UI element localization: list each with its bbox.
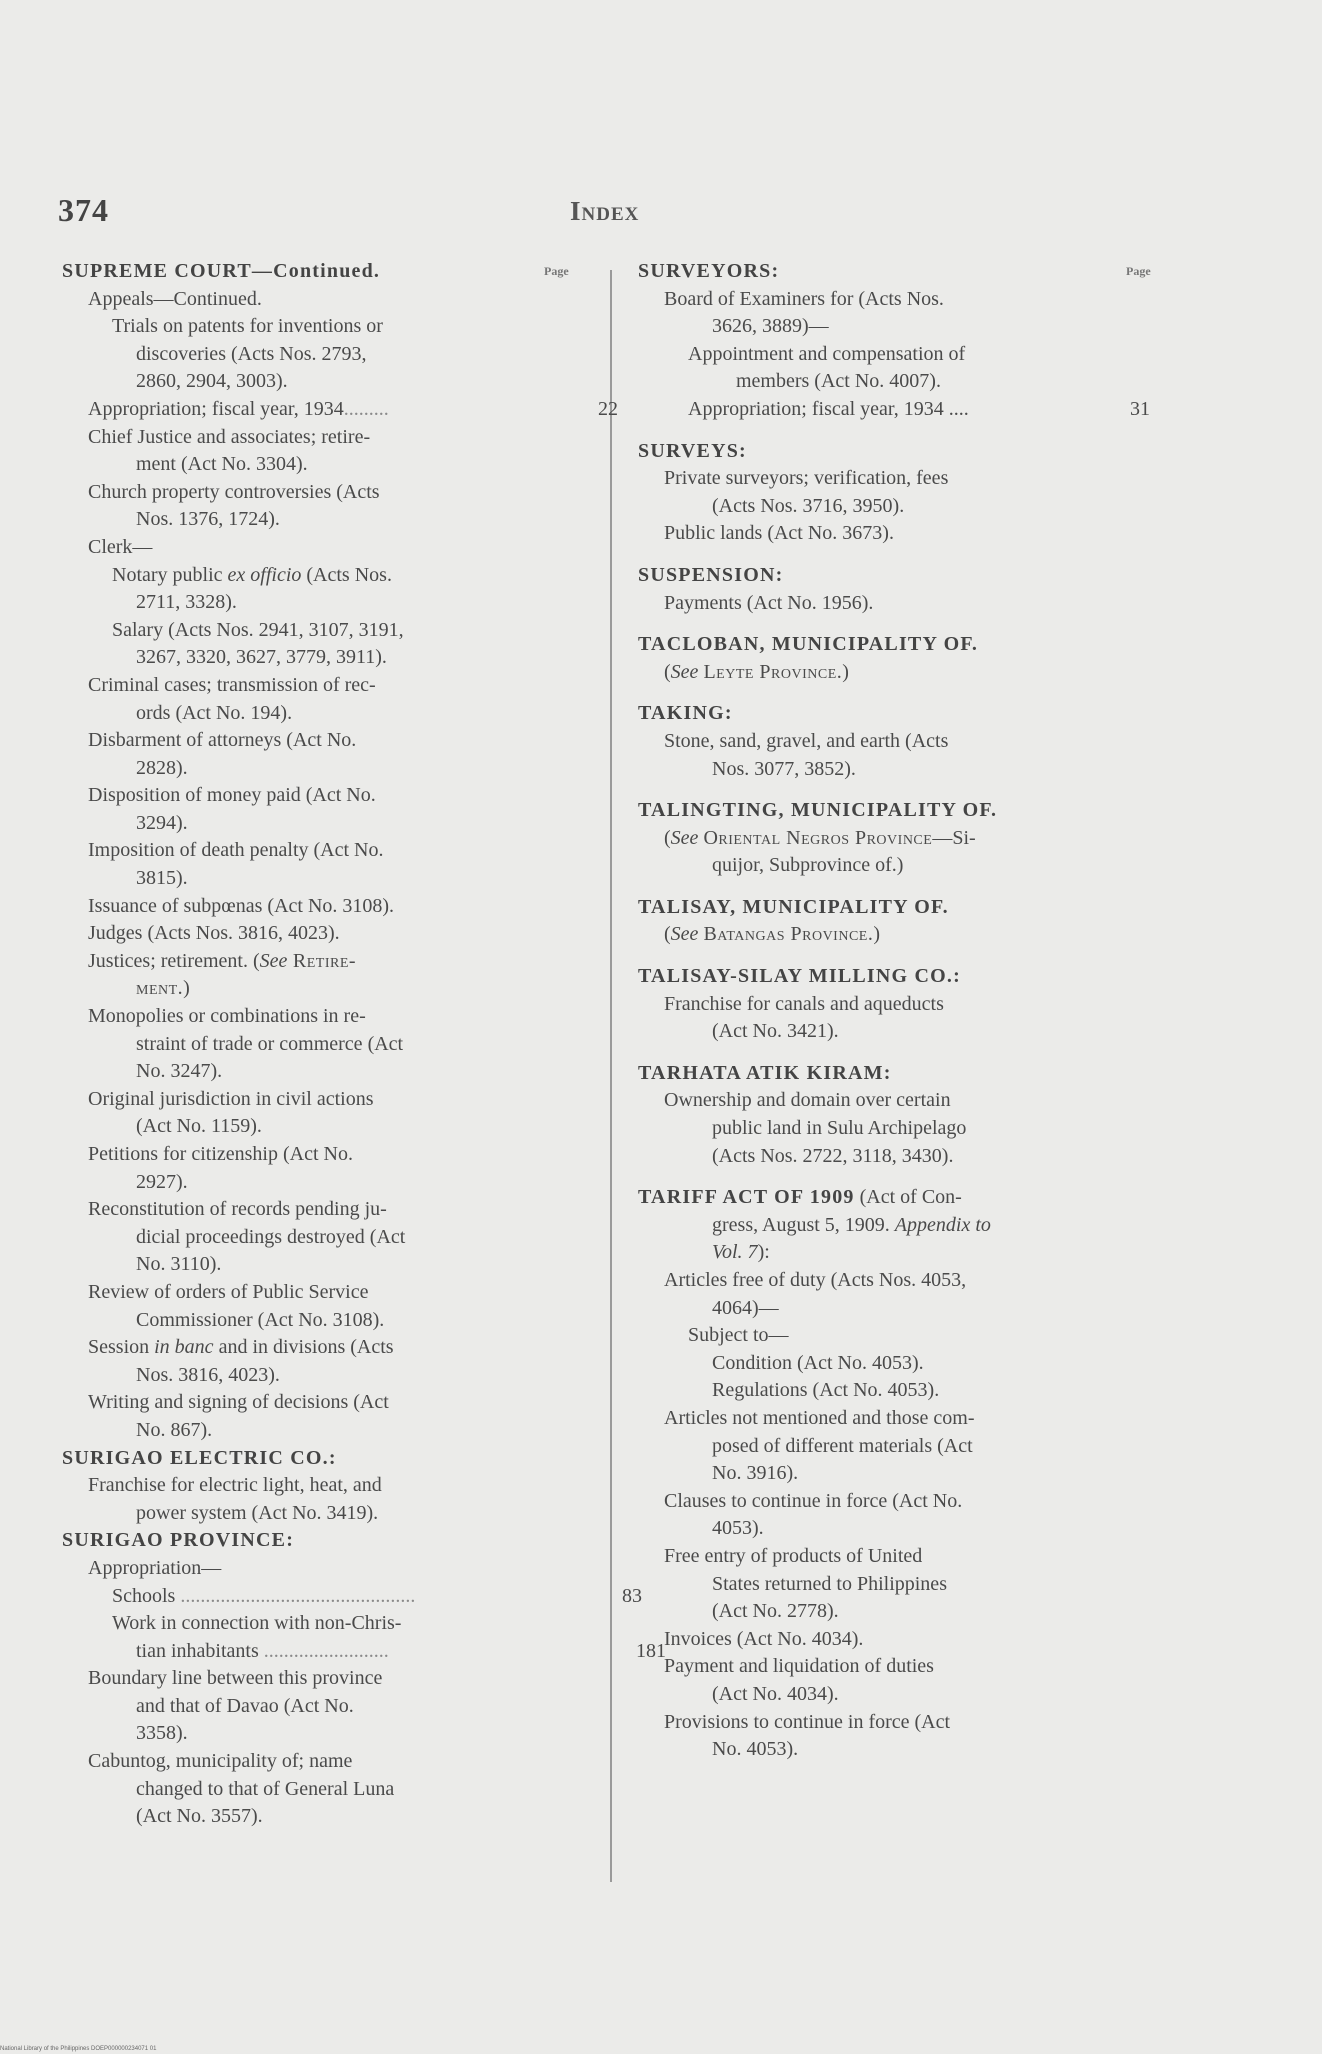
- index-line: Nos. 1376, 1724).: [136, 508, 280, 531]
- index-line: Commissioner (Act No. 3108).: [136, 1308, 385, 1331]
- entry-heading: SURVEYS:: [638, 439, 747, 462]
- index-line: [62, 948, 618, 976]
- index-line: Invoices (Act No. 4034).: [664, 1627, 864, 1650]
- page-ref: 31: [1130, 397, 1150, 420]
- index-line: Church property controversies (Acts: [88, 480, 380, 503]
- index-line: [62, 1334, 618, 1362]
- entry-heading: [638, 1184, 1100, 1212]
- running-head: Index: [570, 196, 640, 226]
- entry-heading: TALINGTING, MUNICIPALITY OF.: [638, 799, 998, 822]
- index-line: Free entry of products of United: [664, 1544, 923, 1567]
- scan-footer: National Library of the Philippines DOEP000000234071 01: [0, 2046, 157, 2052]
- index-line: [62, 562, 642, 590]
- index-line: Private surveyors; verification, fees: [664, 467, 949, 490]
- index-line: Trials on patents for inventions or: [112, 315, 383, 338]
- index-line: Nos. 3816, 4023).: [136, 1363, 280, 1386]
- page-ref: 83: [622, 1584, 642, 1607]
- index-text: gress, August 5, 1909.: [712, 1213, 895, 1236]
- index-text: Schools: [112, 1584, 176, 1607]
- index-text: and in divisions (Acts: [213, 1336, 394, 1359]
- index-italic: ex officio: [227, 563, 302, 586]
- index-smallcaps: Batangas Province.: [703, 923, 874, 946]
- page-label-right: Page: [1126, 264, 1151, 278]
- index-line: Disposition of money paid (Act No.: [88, 784, 376, 807]
- index-line-with-page: [62, 1638, 666, 1666]
- leader-dots: .........: [343, 397, 389, 420]
- index-text: (Act of Con-: [854, 1186, 962, 1209]
- entry-heading: SURVEYORS:: [638, 260, 780, 282]
- index-line: quijor, Subprovince of.): [712, 854, 904, 877]
- index-line: Review of orders of Public Service: [88, 1280, 369, 1303]
- entry-heading: TACLOBAN, MUNICIPALITY OF.: [638, 633, 979, 656]
- index-line: Clerk—: [88, 535, 153, 558]
- index-line: Ownership and domain over certain: [664, 1089, 951, 1112]
- index-line: Articles not mentioned and those com-: [664, 1406, 975, 1429]
- entry-heading: SURIGAO ELECTRIC CO.:: [62, 1446, 337, 1469]
- index-line: Issuance of subpœnas (Act No. 3108).: [88, 894, 395, 917]
- index-line: 2711, 3328).: [136, 591, 237, 614]
- index-line: Chief Justice and associates; retire-: [88, 425, 371, 448]
- index-line: Reconstitution of records pending ju-: [88, 1198, 387, 1221]
- left-column: [62, 258, 666, 1831]
- page-label-left: Page: [544, 264, 569, 278]
- index-italic: Appendix to: [894, 1213, 991, 1236]
- index-line: 3267, 3320, 3627, 3779, 3911).: [136, 646, 387, 669]
- index-line: Regulations (Act No. 4053).: [712, 1379, 940, 1402]
- index-line-with-page: [638, 396, 1150, 424]
- entry-heading: SUSPENSION:: [638, 563, 784, 586]
- entry-heading-text: TARIFF ACT OF 1909: [638, 1186, 855, 1209]
- index-line: Appeals—Continued.: [88, 287, 262, 310]
- index-line: 3626, 3889)—: [712, 315, 829, 338]
- index-text: Notary public: [112, 563, 228, 586]
- entry-heading: TAKING:: [638, 702, 733, 725]
- index-line: Criminal cases; transmission of rec-: [88, 673, 376, 696]
- index-smallcaps: Oriental Negros Province: [703, 826, 933, 849]
- index-line: Franchise for electric light, heat, and: [88, 1474, 382, 1497]
- index-line: public land in Sulu Archipelago: [712, 1117, 967, 1140]
- index-line: 2927).: [136, 1170, 188, 1193]
- index-italic: See: [670, 923, 699, 946]
- index-line: [638, 1239, 1174, 1267]
- index-line: (Act No. 2778).: [712, 1600, 839, 1623]
- index-line: [638, 1212, 1174, 1240]
- index-line: (See Oriental Negros Province—Si-: [664, 826, 976, 849]
- index-line: (Acts Nos. 2722, 3118, 3430).: [712, 1144, 954, 1167]
- index-text: Appropriation; fiscal year, 1934 ....: [688, 397, 969, 420]
- leader-dots: .........................: [263, 1639, 389, 1662]
- index-text: tian inhabitants: [136, 1639, 259, 1662]
- index-line: Writing and signing of decisions (Act: [88, 1391, 389, 1414]
- index-line: Cabuntog, municipality of; name: [88, 1750, 353, 1773]
- index-line: 2828).: [136, 756, 188, 779]
- index-text: Appropriation; fiscal year, 1934: [88, 397, 344, 420]
- index-line: (See Batangas Province.): [664, 923, 881, 946]
- index-line: (Acts Nos. 3716, 3950).: [712, 494, 905, 517]
- index-italic: Vol. 7: [712, 1241, 758, 1264]
- index-smallcaps: Retire-: [287, 949, 357, 972]
- index-line: ment.): [136, 977, 191, 1000]
- index-line: Original jurisdiction in civil actions: [88, 1087, 374, 1110]
- index-italic: See: [259, 949, 288, 972]
- index-smallcaps: Leyte Province.: [703, 660, 843, 683]
- index-line: (Act No. 3557).: [136, 1805, 263, 1828]
- index-line: 3815).: [136, 867, 188, 890]
- page-ref: 22: [598, 397, 618, 420]
- entry-heading: SUPREME COURT—Continued.: [62, 260, 381, 282]
- index-line: Clauses to continue in force (Act No.: [664, 1489, 963, 1512]
- leader-dots: ...............................................: [180, 1584, 416, 1607]
- index-line: Payments (Act No. 1956).: [664, 591, 874, 614]
- index-line: No. 3247).: [136, 1060, 223, 1083]
- index-line: and that of Davao (Act No.: [136, 1694, 354, 1717]
- index-line: power system (Act No. 3419).: [136, 1501, 379, 1524]
- index-line: 3358).: [136, 1722, 188, 1745]
- index-line: (See Leyte Province.): [664, 660, 849, 683]
- entry-heading: SURIGAO PROVINCE:: [62, 1529, 295, 1552]
- index-line: Stone, sand, gravel, and earth (Acts: [664, 729, 949, 752]
- entry-heading: TALISAY-SILAY MILLING CO.:: [638, 965, 961, 988]
- index-line: (Act No. 1159).: [136, 1115, 262, 1138]
- index-line: Judges (Acts Nos. 3816, 4023).: [88, 922, 340, 945]
- index-line: States returned to Philippines: [712, 1572, 947, 1595]
- entry-heading: TARHATA ATIK KIRAM:: [638, 1061, 892, 1084]
- index-line: Boundary line between this province: [88, 1667, 383, 1690]
- page-number: 374: [58, 192, 109, 228]
- index-italic: See: [670, 826, 699, 849]
- index-line: No. 867).: [136, 1418, 213, 1441]
- index-line: straint of trade or commerce (Act: [136, 1032, 404, 1055]
- index-line: 2860, 2904, 3003).: [136, 370, 288, 393]
- index-line: Petitions for citizenship (Act No.: [88, 1143, 353, 1165]
- index-line: Payment and liquidation of duties: [664, 1655, 934, 1678]
- index-text: (Acts Nos.: [301, 563, 392, 586]
- index-line: changed to that of General Luna: [136, 1777, 395, 1800]
- index-line: No. 3916).: [712, 1462, 799, 1485]
- index-line: posed of different materials (Act: [712, 1434, 973, 1457]
- index-line: ords (Act No. 194).: [136, 701, 293, 724]
- index-line: Disbarment of attorneys (Act No.: [88, 729, 357, 752]
- index-line: Provisions to continue in force (Act: [664, 1710, 951, 1733]
- index-line: 3294).: [136, 811, 188, 834]
- index-text: Justices; retirement. (: [88, 949, 260, 972]
- index-line: (Act No. 3421).: [712, 1020, 839, 1043]
- index-line: 4053).: [712, 1517, 764, 1540]
- index-line: Nos. 3077, 3852).: [712, 757, 856, 780]
- index-line: Imposition of death penalty (Act No.: [88, 839, 384, 862]
- index-line: Appointment and compensation of: [688, 342, 966, 365]
- index-line: dicial proceedings destroyed (Act: [136, 1225, 406, 1248]
- index-line: Work in connection with non-Chris-: [112, 1612, 402, 1635]
- index-italic: See: [670, 660, 699, 683]
- index-italic: in banc: [154, 1336, 214, 1359]
- page-ref: 181: [636, 1639, 666, 1662]
- index-line: Condition (Act No. 4053).: [712, 1351, 924, 1374]
- index-line: Monopolies or combinations in re-: [88, 1005, 366, 1028]
- index-line: Salary (Acts Nos. 2941, 3107, 3191,: [112, 618, 404, 641]
- index-line: (Act No. 4034).: [712, 1682, 839, 1705]
- index-line: No. 4053).: [712, 1738, 799, 1761]
- index-line: Board of Examiners for (Acts Nos.: [664, 287, 944, 310]
- index-line: 4064)—: [712, 1296, 779, 1319]
- index-line-with-page: [62, 396, 618, 424]
- entry-heading: TALISAY, MUNICIPALITY OF.: [638, 895, 949, 918]
- index-text: ):: [757, 1241, 770, 1264]
- index-line: No. 3110).: [136, 1253, 222, 1276]
- index-line-with-page: [62, 1583, 642, 1611]
- index-line: Articles free of duty (Acts Nos. 4053,: [664, 1269, 967, 1291]
- index-line: Public lands (Act No. 3673).: [664, 522, 894, 545]
- index-line: Subject to—: [688, 1324, 789, 1347]
- index-line: discoveries (Acts Nos. 2793,: [136, 342, 367, 365]
- index-line: Franchise for canals and aqueducts: [664, 992, 944, 1015]
- index-text: Session: [88, 1336, 155, 1359]
- index-line: members (Act No. 4007).: [736, 370, 941, 393]
- index-line: Appropriation—: [88, 1556, 222, 1579]
- index-line: ment (Act No. 3304).: [136, 453, 308, 476]
- index-text: —Si-: [932, 826, 976, 849]
